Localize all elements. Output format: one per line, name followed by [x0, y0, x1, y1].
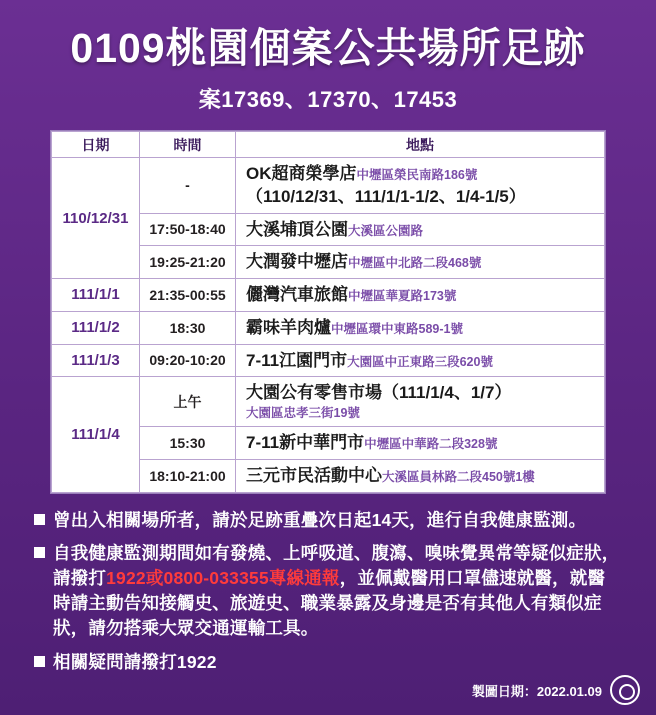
column-header-place: 地點 [236, 132, 605, 158]
cell-date: 110/12/31 [52, 158, 140, 279]
place-name: 7-11江園門市 [246, 350, 348, 370]
cell-place [236, 377, 605, 427]
table-body [52, 158, 605, 493]
note-item [34, 541, 622, 640]
cell-time: - [140, 158, 236, 214]
cell-date: 111/1/4 [52, 377, 140, 492]
table-row [52, 377, 605, 427]
cell-time: 09:20-10:20 [140, 344, 236, 377]
note-highlight: 1922或0800-033355專線通報 [106, 568, 340, 589]
footer-date: 製圖日期：2022.01.09 [471, 683, 602, 699]
table-row [52, 344, 605, 377]
notes-list [34, 508, 622, 675]
cell-time: 上午 [140, 377, 236, 427]
cell-place [236, 344, 605, 377]
place-address: 中壢區華夏路173號 [348, 289, 457, 304]
place-name: 大園公有零售市場（111/1/4、1/7） [246, 383, 512, 403]
place-name: 7-11新中華門市 [246, 433, 365, 453]
cell-time: 15:30 [140, 427, 236, 460]
place-name: OK超商榮學店 [246, 164, 357, 184]
square-bullet-icon [34, 547, 45, 558]
place-address: 中壢區中北路二段468號 [348, 256, 482, 271]
cell-place [236, 427, 605, 460]
note-text [53, 650, 217, 675]
note-segment: 曾出入相關場所者，請於足跡重疊次日起14天，進行自我健康監測。 [53, 509, 587, 530]
table-row [52, 279, 605, 312]
cell-place [236, 213, 605, 246]
note-text [53, 541, 622, 640]
place-address-secondary: 大園區忠孝三街19號 [246, 406, 360, 421]
place-name: 大潤發中壢店 [246, 252, 348, 272]
note-text [53, 508, 586, 533]
cell-time: 18:30 [140, 311, 236, 344]
footer [472, 675, 640, 705]
cell-place [236, 311, 605, 344]
cell-place [236, 158, 605, 214]
place-name-secondary: （110/12/31、111/1/1-1/2、1/4-1/5） [246, 186, 526, 206]
place-address: 大園區中正東路三段620號 [347, 354, 493, 369]
column-header-time: 時間 [140, 132, 236, 158]
place-address: 大溪區公園路 [348, 223, 424, 238]
place-address: 中壢區環中東路589-1號 [331, 321, 463, 336]
cell-place [236, 246, 605, 279]
table-row [52, 158, 605, 214]
place-address: 中壢區中華路二段328號 [364, 437, 498, 452]
place-name: 霸味羊肉爐 [246, 317, 331, 337]
note-segment: 自我健康監測期間如有發燒、上呼吸道、腹瀉、嗅味覺異常等疑似症狀，請撥打 [53, 543, 620, 589]
square-bullet-icon [34, 656, 45, 667]
page-title: 0109桃園個案公共場所足跡 [70, 25, 586, 71]
cell-time: 18:10-21:00 [140, 459, 236, 492]
place-name: 三元市民活動中心 [246, 465, 382, 485]
page-subtitle: 案17369、17370、17453 [198, 87, 458, 113]
note-segment: 相關疑問請撥打1922 [53, 651, 217, 672]
note-segment: ，並佩戴醫用口罩儘速就醫，就醫時請主動告知接觸史、旅遊史、職業暴露及身邊是否有其他人有類似症狀，請勿搭乘大眾交通運輸工具。 [53, 568, 606, 638]
note-item [34, 508, 622, 533]
place-name: 儷灣汽車旅館 [246, 285, 348, 305]
table-header-row [52, 132, 605, 158]
column-header-date: 日期 [52, 132, 140, 158]
cell-time: 19:25-21:20 [140, 246, 236, 279]
cell-time: 21:35-00:55 [140, 279, 236, 312]
cell-date: 111/1/2 [52, 311, 140, 344]
agency-logo-icon [610, 675, 640, 705]
footprint-table-wrap [50, 130, 606, 494]
cell-date: 111/1/1 [52, 279, 140, 312]
place-name: 大溪埔頂公園 [246, 219, 348, 239]
cell-place [236, 279, 605, 312]
cell-date: 111/1/3 [52, 344, 140, 377]
table-header [52, 132, 605, 158]
cell-place [236, 459, 605, 492]
place-address: 大溪區員林路二段450號1樓 [382, 469, 535, 484]
note-item [34, 650, 622, 675]
footprint-table [51, 131, 605, 493]
place-address: 中壢區榮民南路186號 [356, 168, 478, 183]
table-row [52, 311, 605, 344]
cell-time: 17:50-18:40 [140, 213, 236, 246]
square-bullet-icon [34, 514, 45, 525]
